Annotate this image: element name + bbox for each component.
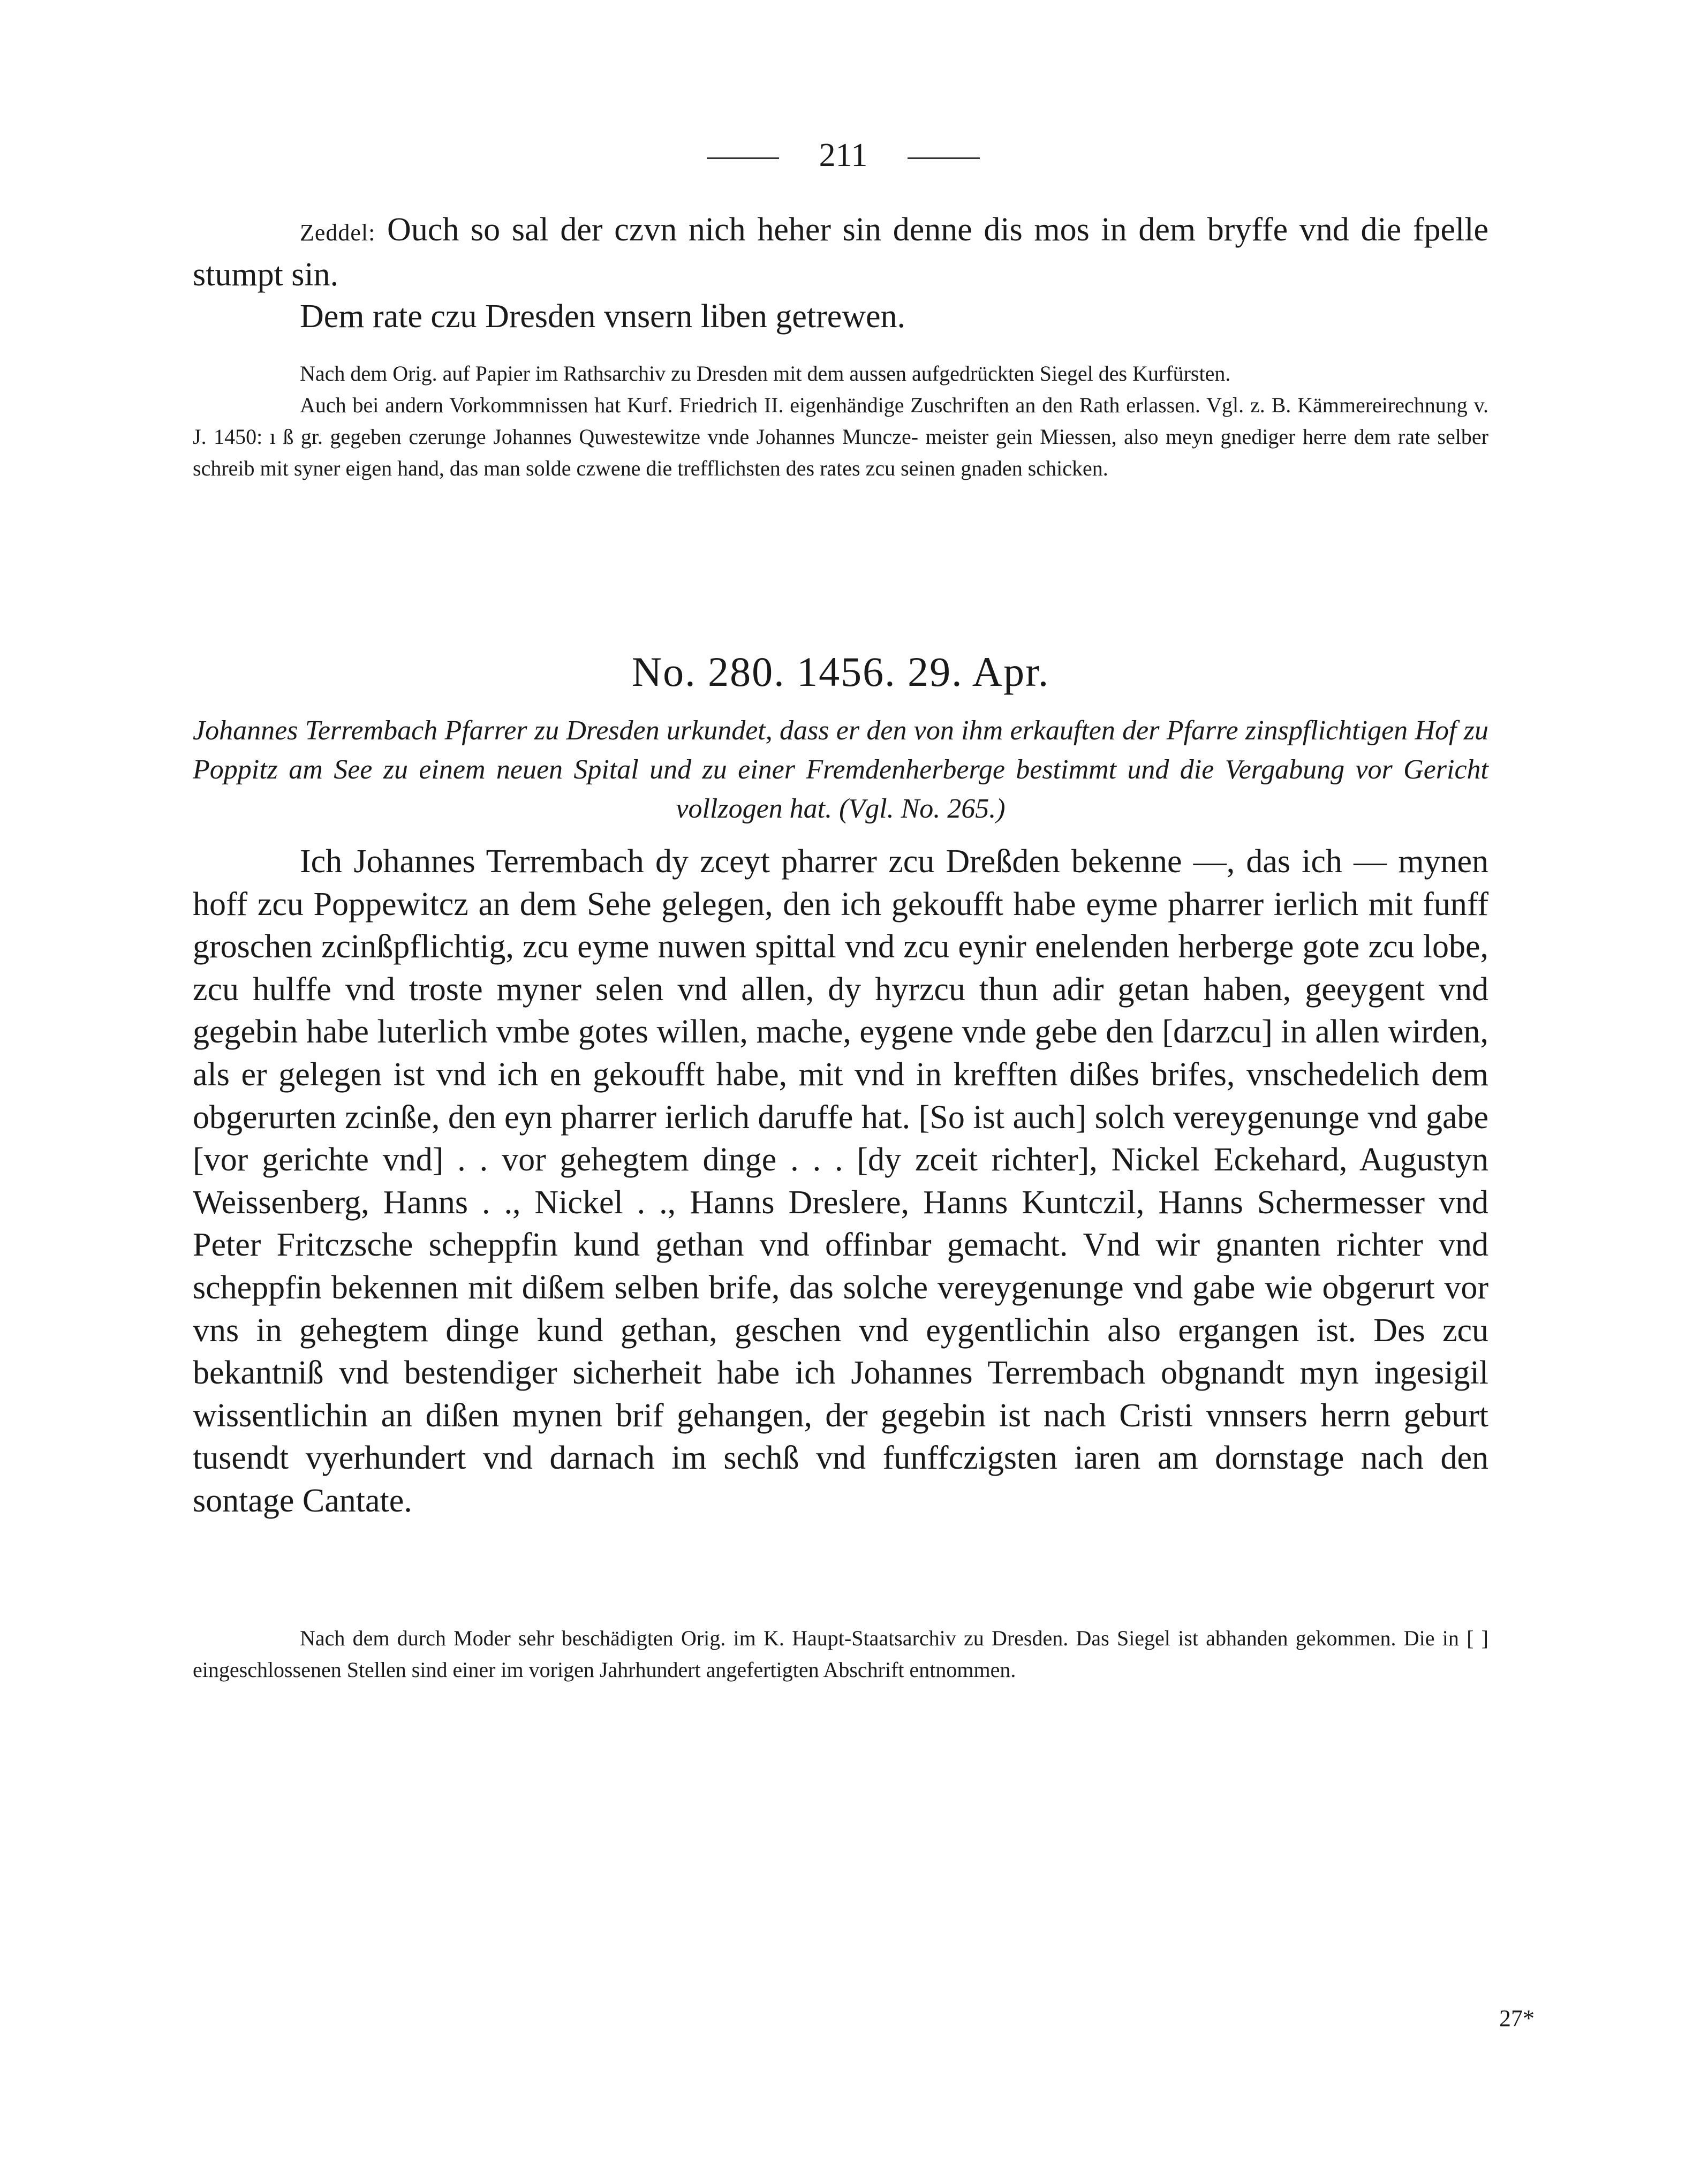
address-line: Dem rate czu Dresden vnsern liben getrewen. — [300, 298, 906, 335]
zeddel-text — [193, 209, 1488, 296]
document-regest: Johannes Terrembach Pfarrer zu Dresden urkundet, dass er den von ihm erkauften der Pfarre zinspflichtigen Hof zu Poppitz am See zu einem neuen Spital und zu einer Fremdenherberge bestimmt und die Vergabung vor Gericht vollzogen hat. (Vgl. No. 265.) — [193, 715, 1488, 824]
zeddel-block — [193, 209, 1488, 337]
note-commentary: Auch bei andern Vorkommnissen hat Kurf. Friedrich II. eigenhändige Zuschriften an den Rath erlassen. Vgl. z. B. Kämmereirechnung v. J. 1450: ı ß gr. gegeben czerunge Johannes Quwestewitze vnde Johannes Muncze- meister gein Miessen, also meyn gnediger herre dem rate selber schreib mit syner eigen hand, das man solde czwene die trefflichsten des rates zcu seinen gnaden schicken. — [193, 393, 1488, 480]
document-body — [193, 841, 1488, 1523]
zeddel-label: Zeddel: — [300, 220, 376, 246]
page-number: 211 — [819, 137, 868, 173]
document-text: Ich Johannes Terrembach dy zceyt pharrer zcu Dreßden bekenne —, das ich — mynen hoff zcu Poppewitcz an dem Sehe gelegen, den ich gekoufft habe eyme pharrer ierlich mit funff groschen zcinßpflichtig, zcu eyme nuwen spittal vnd zcu eynir enelenden herberge gote zcu lobe, zcu hulffe vnd troste myner selen vnd allen, dy hyrzcu thun adir getan haben, geeygent vnd gegebin habe luterlich vmbe gotes willen, mache, eygene vnde gebe den [darzcu] in allen wirden, als er gelegen ist vnd ich en gekoufft habe, mit vnd in krefften dißes brifes, vnschedelich dem obgerurten zcinße, den eyn pharrer ierlich daruffe hat. [So ist auch] solch vereygenunge vnd gabe [vor gerichte vnd] . . vor gehegtem dinge . . . [dy zceit richter], Nickel Eckehard, Augustyn Weissenberg, Hanns . ., Nickel . ., Hanns Dreslere, Hanns Kuntczil, Hanns Schermesser vnd Peter Fritczsche scheppfin kund gethan vnd offinbar gemacht. Vnd wir gnanten richter vnd scheppfin bekennen mit dißem selben brife, das solche vereygenunge vnd gabe wie obgerurt vor vns in gehegtem dinge kund gethan, geschen vnd eygentlichin also ergangen ist. Des zcu bekantniß vnd bestendiger sicherheit habe ich Johannes Terrembach obgnandt myn ingesigil wissentlichin an dißen mynen brif gehangen, der gegebin ist nach Cristi vnnsers herrn geburt tusendt vyerhundert vnd darnach im sechß vnd funffczigsten iaren am dornstage nach den sontage Cantate. — [193, 843, 1488, 1519]
folio-mark: 27* — [1499, 2005, 1535, 2031]
notes-top — [193, 358, 1488, 484]
notes-bottom — [193, 1622, 1488, 1686]
header-rule-right — [908, 157, 980, 159]
page-header — [193, 134, 1488, 177]
document-title: No. 280. 1456. 29. Apr. — [631, 648, 1050, 695]
header-rule-left — [707, 157, 779, 159]
note-source: Nach dem Orig. auf Papier im Rathsarchiv zu Dresden mit dem aussen aufgedrückten Siegel des Kurfürsten. — [300, 361, 1231, 386]
note-source-bottom: Nach dem durch Moder sehr beschädigten Orig. im K. Haupt-Staatsarchiv zu Dresden. Das Siegel ist abhanden gekommen. Die in [ ] eingeschlossenen Stellen sind einer im vorigen Jahrhundert angefertigten Abschrift entnommen. — [193, 1626, 1488, 1682]
zeddel-line: Ouch so sal der czvn nich heher sin denne dis mos in dem bryffe vnd die fpelle stumpt sin. — [193, 211, 1488, 293]
